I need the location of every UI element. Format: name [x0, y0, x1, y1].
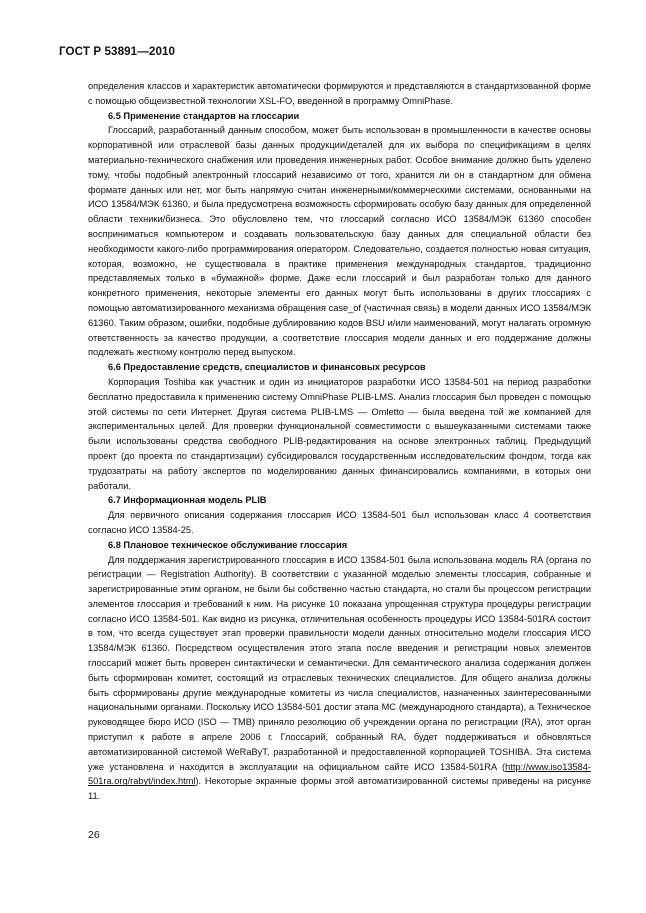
paragraph-6-8 — [88, 553, 591, 805]
document-header: ГОСТ Р 53891—2010 — [59, 45, 176, 58]
paragraph-6-5: Глоссарий, разработанный данным способом, может быть использован в промышленности в качестве основы корпоративной или отраслевой базы данных продукции/деталей для их выбора по спецификациям в целях материально-технического снабжения или проведения инженерных работ. Особое внимание должно быть уделено тому, чтобы подобный электронный глоссарий независимо от того, хранится ли он в стандартном для обмена формате данных или нет, мог быть напрямую считан инженерными/коммерческими системами, основанными на ИСО 13584/МЭК 61360, и была предусмотрена возможность сформировать особую базу данных для определенной области техники/бизнеса. Это обусловлено тем, что глоссарий согласно ИСО 13584/МЭК 61360 способен восприниматься компьютером и создавать пользовательскую базу данных для специальной области без необходимости какого-либо программирования оператором. Следовательно, создается полностью новая ситуация, которая, возможно, не существовала в практике применения международных стандартов, традиционно представляемых только в «бумажной» форме. Даже если глоссарий и был разработан только для данного конкретного применения, некоторые элементы его данных могут быть использованы в других глоссариях с помощью автоматизированного механизма обращения case_of (частичная связь) в модели данных ИСО 13584/МЭК 61360. Таким образом, ошибки, подобные дублированию кодов BSU и/или наименований, могут налагать огромную ответственность за качество продукции, а соответствие глоссария модели данных и его поддержание должны подлежать жесткому контролю перед выпуском. — [88, 125, 591, 358]
paragraph-6-6: Корпорация Toshiba как участник и один из инициаторов разработки ИСО 13584-501 на период разработки бесплатно предоставила к применению систему OmniPhase PLIB-LMS. Анализ глоссария был проведен с помощью этой системы по сети Интернет. Другая система PLIB-LMS — Omletto — была введена той же компанией для экспериментальных целей. Для проверки функциональной совместимости с вышеуказанными системами также были использованы средства свободного PLIB-редактирования на основе электронных таблиц. Предыдущий проект (до проекта по стандартизации) субсидировался государственным исследовательским фондом, тогда как трудозатраты на работу экспертов по моделированию данных финансировались компаниями, в которых они работали. — [88, 376, 591, 491]
registry-url-link[interactable]: http://www.iso13584-501ra.org/rabyt/index.html — [88, 761, 591, 787]
section-heading-6-6: 6.6 Предоставление средств, специалистов и финансовых ресурсов — [108, 362, 426, 373]
paragraph-6-8-text: Для поддержания зарегистрированного глоссария в ИСО 13584-501 была использована модель RA (органа по регистрации — Registration Authority). В соответствии с указанной моделью элементы глоссария, собранные и зарегистрированные этим органом, не были бы собственно частью стандарта, но стали бы процессом регистрации элементов глоссария и требований к ним. На рисунке 10 показана упрощенная структура процедуры регистрации согласно ИСО 13584-501. Как видно из рисунка, отличительная особенность процедуры ИСО 13584-501RA состоит в том, что всегда существует этап проверки правильности модели данных относительно модели глоссария ИСО 13584/МЭК 61360. Посредством осуществления этого этапа после введения и регистрации новых элементов глоссарий может быть проверен синтактически и семантически. Для семантического анализа содержания должен быть сформирован комитет, состоящий из отраслевых технических специалистов. Для общего анализа должны быть сформированы другие международные комитеты из числа специалистов, назначенных заинтересованными национальными органами. Поскольку ИСО 13584-501 достиг этапа МС (международного стандарта), а Техническое руководящее бюро ИСО (ISO — TMB) приняло резолюцию об учреждении органа по регистрации (RA), этот орган приступил к работе в апреле 2006 г. Глоссарий, собранный RA, будет поддерживаться и обновляться автоматизированной системой WeRaByT, разработанной и предоставленной корпорацией TOSHIBA. Эта система уже установлена и находится в эксплуатации на официальном сайте ИСО 13584-501RA ( — [88, 554, 591, 772]
section-heading-6-7: 6.7 Информационная модель PLIB — [108, 495, 267, 506]
section-heading-6-5: 6.5 Применение стандартов на глоссарии — [108, 110, 300, 121]
paragraph-6-8-text-end: ). Некоторые экранные формы этой автоматизированной системы приведены на рисунке 11. — [88, 776, 591, 802]
paragraph-continuation: определения классов и характеристик автоматически формируются и представляются в стандартизованной форме с помощью общеизвестной технологии XSL-FO, введенной в программу OmniPhase. — [88, 81, 591, 106]
paragraph-6-7: Для первичного описания содержания глоссария ИСО 13584-501 был использован класс 4 соответствия согласно ИСО 13584-25. — [88, 510, 591, 535]
section-heading-6-8: 6.8 Плановое техническое обслуживание глоссария — [108, 539, 348, 550]
page-number: 26 — [88, 829, 100, 841]
page-body — [88, 79, 591, 804]
